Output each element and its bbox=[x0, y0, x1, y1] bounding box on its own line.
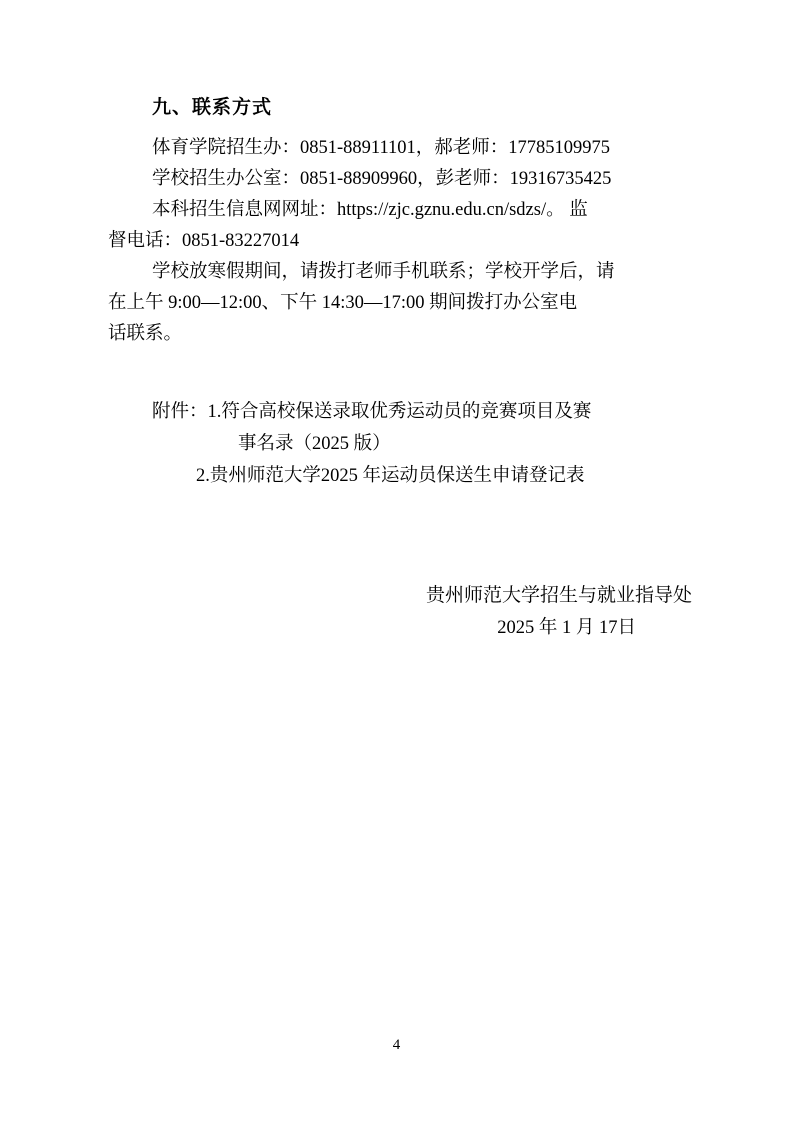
signature-organization: 贵州师范大学招生与就业指导处 bbox=[425, 584, 692, 606]
contact-line-supervision-phone: 督电话：0851-83227014 bbox=[108, 231, 300, 251]
notice-line-3: 话联系。 bbox=[108, 324, 183, 344]
attachments-block bbox=[108, 396, 698, 492]
contact-line-sports-college: 体育学院招生办：0851-88911101，郝老师：17785109975 bbox=[152, 138, 611, 158]
contact-line-website: 本科招生信息网网址：https://zjc.gznu.edu.cn/sdzs/。 监 bbox=[152, 200, 588, 220]
document-body bbox=[108, 92, 698, 644]
contact-line-admissions-office: 学校招生办公室：0851-88909960，彭老师：19316735425 bbox=[152, 169, 612, 189]
contact-info-block bbox=[108, 133, 698, 257]
attachment-item-1-line-1: 附件：1.符合高校保送录取优秀运动员的竞赛项目及赛 bbox=[152, 402, 592, 422]
signature-date: 2025 年 1 月 17日 bbox=[497, 618, 636, 638]
attachment-item-2: 2.贵州师范大学2025 年运动员保送生申请登记表 bbox=[196, 466, 585, 486]
notice-line-1: 学校放寒假期间，请拨打老师手机联系；学校开学后，请 bbox=[152, 262, 615, 282]
section-heading-contact: 九、联系方式 bbox=[152, 96, 273, 118]
attachment-item-1-line-2: 事名录（2025 版） bbox=[238, 434, 391, 454]
page-number: 4 bbox=[392, 1037, 401, 1053]
notice-block bbox=[108, 257, 698, 350]
notice-line-2: 在上午 9:00—12:00、下午 14:30—17:00 期间拨打办公室电 bbox=[108, 293, 578, 313]
signature-block bbox=[108, 578, 698, 644]
